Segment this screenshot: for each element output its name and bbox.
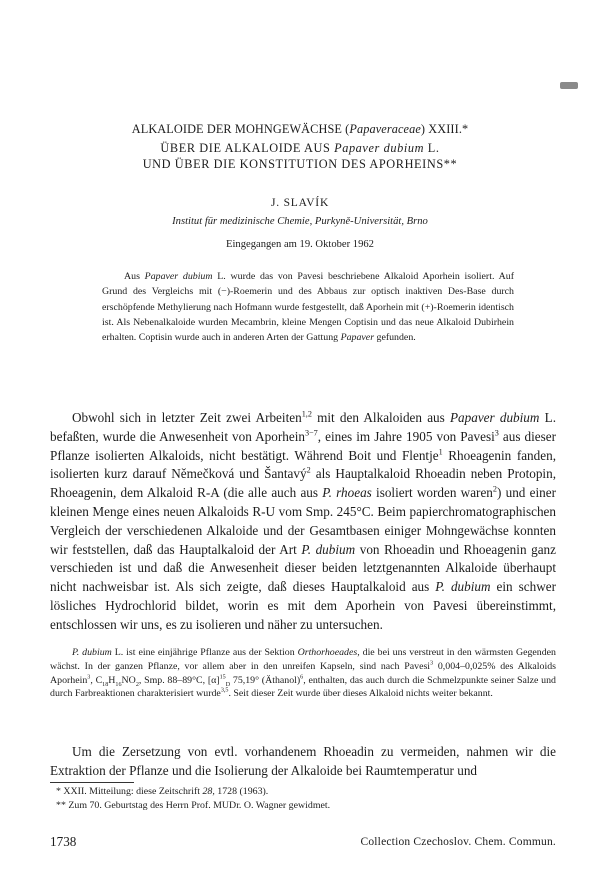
abstract: Aus Papaver dubium L. wurde das von Pavesi beschriebene Alkaloid Aporhein isoliert. Auf Grund des Vergleichs mit (−)-Roemerin und des Abbaus zur optisch inaktiven Des-Base durch erschöpfende Methylierung nach Hofmann wurde festgestellt, daß Aporhein mit (+)-Roemerin identisch ist. Als Nebenalkaloide wurden Mecambrin, kleine Mengen Coptisin und das neue Alkaloid Dubirhein erhalten. Coptisin wurde auch in anderen Arten der Gattung Papaver gefunden. [102, 271, 514, 344]
footnote-divider [50, 782, 134, 783]
body-paragraph-1: Obwohl sich in letzter Zeit zwei Arbeiten$^{1,2}$ mit den Alkaloiden aus Papaver dubium L. befaßten, wurde die Anwesenheit von Aporhein$^{3-7}$, eines im Jahre 1905 von Pavesi$^3$ aus dieser Pflanze isolierten Alkaloids, nicht bestätigt. Während Boit und Flentje$^1$ Rhoeagenin fanden, isolierten kurz darauf Němečková und Šantavý$^2$ als Hauptalkaloid Rhoeadin neben Protopin, Rhoeagenin, dem Alkaloid R-A (die alle auch aus P. rhoeas isoliert worden waren$^2$) und einer kleinen Menge eines neuen Alkaloids R-U vom Smp. 245°C. Beim papierchromatographischen Vergleich der verschiedenen Alkaloide und der Gesamtbasen einiger Mohngewächse konnten wir feststellen, daß das Hauptalkaloid der Art P. dubium von Rhoeadin und Rhoeagenin ganz verschieden ist und daß die Anwesenheit dieser beiden letztgenannten Alkaloide überhaupt nicht nachweisbar ist. Als sich zeigte, daß dieses Hauptalkaloid aus P. dubium ein schwer lösliches Hydrochlorid bildet, worin es mit dem Aporhein von Pavesi übereinstimmt, entschlossen wir uns, es zu isolieren und näher zu untersuchen. [50, 409, 557, 632]
library-stamp [560, 82, 578, 89]
footnotes [56, 785, 556, 813]
small-print-note: P. dubium L. ist eine einjährige Pflanze aus der Sektion Orthorhoeades, die bei uns verstreut in den wärmsten Gegenden wächst. In der ganzen Pflanze, vor allem aber in den unreifen Kapseln, sind nach Pavesi$^3$ 0,004–0,025% des Alkaloids Aporhein$^3$, $C_{18}H_{16}NO_2$, Smp. 88–89°C, $[\alpha]^{15}_D$ 75,19° (Äthanol)$^6$, enthalten, das auch durch die Schmelzpunkte seiner Salze und durch Farbreaktionen charakterisiert wurde$^{3,5}$. Seit dieser Zeit wurde über dieses Alkaloid nichts weiter bekannt. [50, 647, 557, 700]
page-number: 1738 [50, 834, 77, 849]
received-date: Eingegangen am 19. Oktober 1962 [226, 239, 374, 250]
footnote-1: * XXII. Mitteilung: diese Zeitschrift 28, 1728 (1963). [56, 786, 269, 797]
article-title-line-3: UND ÜBER DIE KONSTITUTION DES APORHEINS** [142, 157, 458, 171]
body-paragraph-2: Um die Zersetzung von evtl. vorhandenem Rhoeadin zu vermeiden, nahmen wir die Extraktion der Pflanze und die Isolierung der Alkaloide bei Raumtemperatur und [50, 744, 556, 778]
article-title-line-1: ALKALOIDE DER MOHNGEWÄCHSE (Papaveraceae) XXIII.* [131, 122, 469, 136]
journal-name: Collection Czechoslov. Chem. Commun. [360, 836, 556, 848]
footnote-2: ** Zum 70. Geburtstag des Herrn Prof. MUDr. O. Wagner gewidmet. [56, 799, 331, 811]
author-institute: Institut für medizinische Chemie, Purkyně-Universität, Brno [172, 216, 428, 227]
article-title-line-2: ÜBER DIE ALKALOIDE AUS Papaver dubium L. [160, 141, 440, 155]
author-name: J. SLAVÍK [270, 197, 330, 209]
